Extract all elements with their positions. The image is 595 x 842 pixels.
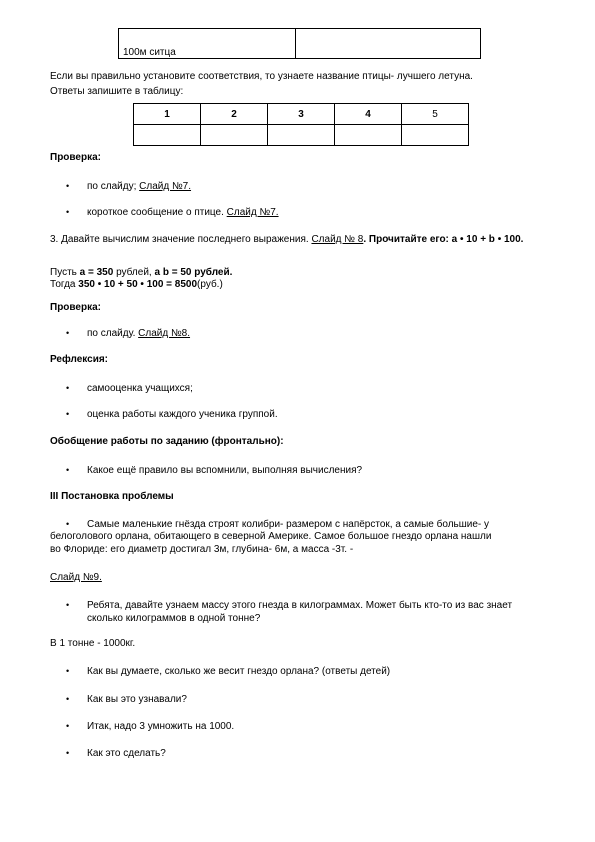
- bullet-icon: •: [66, 409, 70, 419]
- bullet-icon: •: [66, 181, 70, 191]
- reflection-item-2: оценка работы каждого ученика группой.: [87, 409, 278, 420]
- let-line-1: [50, 267, 232, 279]
- question-4: Как это сделать?: [87, 748, 166, 759]
- top-table-cell-1-text: 100м ситца: [123, 47, 176, 58]
- reflection-item-1: самооценка учащихся;: [87, 383, 193, 394]
- check2-item-text: по слайду.: [87, 328, 136, 339]
- let-word-1: Пусть: [50, 267, 77, 278]
- children-question-line-2: сколько килограммов в одной тонне?: [87, 613, 261, 624]
- reflection-heading: Рефлексия:: [50, 354, 109, 365]
- slide-7-link[interactable]: Слайд №7.: [139, 181, 192, 192]
- let-value-b: а b = 50: [154, 267, 192, 278]
- answer-header-3: 3: [268, 104, 335, 125]
- let-unit: (руб.): [197, 279, 223, 290]
- slide-7-link[interactable]: Слайд №7.: [226, 207, 279, 218]
- task3-prefix: 3. Давайте вычислим значение последнего выражения.: [50, 234, 309, 245]
- answer-header-4: 4: [335, 104, 402, 125]
- task3-middle: . Прочитайте его:: [363, 234, 449, 245]
- bullet-icon: •: [66, 519, 70, 529]
- check1-item-1-text: по слайду;: [87, 181, 137, 192]
- top-table: [118, 28, 481, 59]
- problem-line-1: Самые маленькие гнёзда строят колибри- размером с напёрсток, а самые большие- у: [87, 519, 490, 530]
- task3-expression: а • 10 + b • 100.: [451, 234, 524, 245]
- bullet-icon: •: [66, 694, 70, 704]
- check1-heading: Проверка:: [50, 152, 101, 163]
- problem-line-2: белоголового орлана, обитающего в северной Америке. Самое большое гнездо орлана нашли: [50, 531, 492, 542]
- slide-8-link[interactable]: Слайд №8.: [138, 328, 191, 339]
- slide-9-link[interactable]: Слайд №9.: [50, 572, 102, 583]
- let-word-3: рублей.: [194, 267, 233, 278]
- slide-8-link[interactable]: Слайд № 8: [311, 234, 364, 245]
- problem-line-3: во Флориде: его диаметр достигал 3м, глубина- 6м, а масса -3т. -: [50, 544, 354, 555]
- problem-heading: III Постановка проблемы: [50, 491, 174, 502]
- bullet-icon: •: [66, 328, 70, 338]
- let-value-a: а = 350: [79, 267, 114, 278]
- answer-cell-4[interactable]: [335, 125, 402, 146]
- check2-heading: Проверка:: [50, 302, 101, 313]
- answer-header-2: 2: [201, 104, 268, 125]
- bullet-icon: •: [66, 721, 70, 731]
- check2-item: [87, 327, 190, 340]
- question-3: Итак, надо 3 умножить на 1000.: [87, 721, 235, 732]
- let-word-4: Тогда: [50, 279, 76, 290]
- bullet-icon: •: [66, 666, 70, 676]
- let-equation: 350 • 10 + 50 • 100 = 8500: [78, 279, 198, 290]
- question-2: Как вы это узнавали?: [87, 694, 187, 705]
- check1-item-1: [87, 180, 191, 193]
- check1-item-2-text: короткое сообщение о птице.: [87, 207, 224, 218]
- answer-header-1: 1: [134, 104, 201, 125]
- check1-item-2: [87, 206, 279, 219]
- summary-item: Какое ещё правило вы вспомнили, выполняя вычисления?: [87, 465, 363, 476]
- top-table-cell-1: [119, 29, 296, 59]
- answer-cell-1[interactable]: [134, 125, 201, 146]
- answer-header-5: 5: [402, 104, 469, 125]
- bullet-icon: •: [66, 748, 70, 758]
- answer-cell-3[interactable]: [268, 125, 335, 146]
- summary-heading: Обобщение работы по заданию (фронтально):: [50, 436, 284, 447]
- answer-table: [133, 103, 469, 146]
- task3-line: [50, 234, 523, 246]
- top-table-cell-2: [296, 29, 481, 59]
- question-1: Как вы думаете, сколько же весит гнездо орлана? (ответы детей): [87, 666, 391, 677]
- intro-line-1: Если вы правильно установите соответствия, то узнаете название птицы- лучшего летуна.: [50, 71, 473, 82]
- intro-line-2: Ответы запишите в таблицу:: [50, 86, 184, 97]
- children-question-line-1: Ребята, давайте узнаем массу этого гнезда в килограммах. Может быть кто-то из вас знает: [87, 600, 513, 611]
- bullet-icon: •: [66, 465, 70, 475]
- let-line-2: [50, 279, 223, 291]
- answer-cell-5[interactable]: [402, 125, 469, 146]
- ton-fact: В 1 тонне - 1000кг.: [50, 638, 136, 649]
- bullet-icon: •: [66, 383, 70, 393]
- let-word-2: рублей,: [116, 267, 152, 278]
- bullet-icon: •: [66, 207, 70, 217]
- answer-cell-2[interactable]: [201, 125, 268, 146]
- bullet-icon: •: [66, 600, 70, 610]
